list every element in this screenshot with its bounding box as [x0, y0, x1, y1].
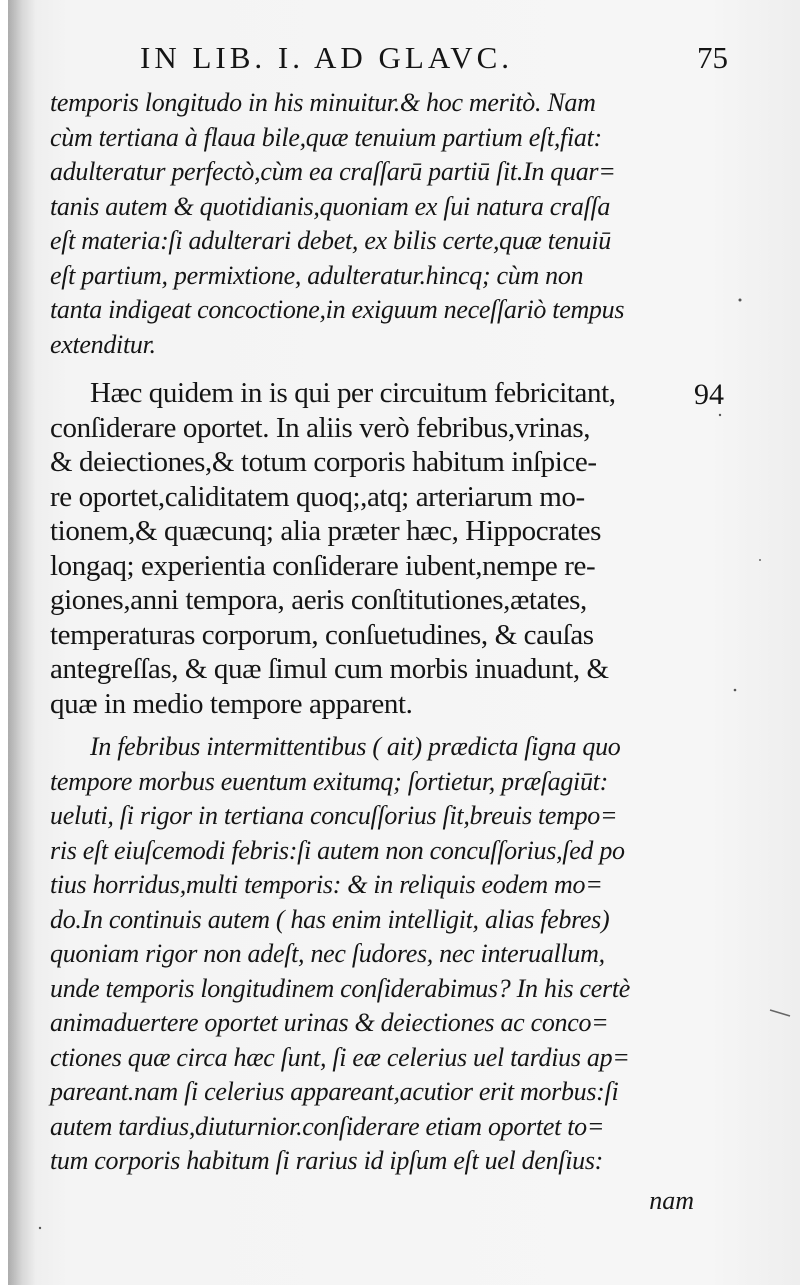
page-number: 75: [697, 40, 728, 75]
text-line: adulteratur perfectò,cùm ea craſſarū partiū ſit.In quar=: [50, 157, 616, 186]
text-line: ctiones quæ circa hæc ſunt, ſi eæ celerius uel tardius ap=: [50, 1042, 630, 1072]
text-line: conſiderare oportet. In aliis verò febribus,vrinas,: [50, 411, 591, 444]
text-line: pareant.nam ſi celerius appareant,acutior erit morbus:ſi: [50, 1077, 619, 1106]
text-line: giones,anni tempora, aeris conſtitutiones,ætates,: [50, 584, 587, 616]
text-line: cùm tertiana à flaua bile,quæ tenuium partium eſt,fiat:: [50, 122, 602, 152]
text-line: unde temporis longitudinem conſiderabimus? In his certè: [50, 973, 630, 1003]
text-line: ris eſt eiuſcemodi febris:ſi autem non concuſſorius,ſed po: [50, 835, 625, 865]
paragraph-1: [50, 86, 710, 362]
text-line: eſt partium, permixtione, adulteratur.hincq; cùm non: [50, 260, 584, 290]
text-line: tionem,& quæcunq; alia præter hæc, Hippocrates: [50, 515, 601, 547]
text-line: temporis longitudo in his minuitur.& hoc meritò. Nam: [50, 88, 596, 117]
text-line: tius horridus,multi temporis: & in reliquis eodem mo=: [50, 870, 603, 899]
gutter-shadow: [8, 0, 36, 1285]
text-line: autem tardius,diuturnior.conſiderare etiam oportet to=: [50, 1111, 605, 1141]
text-line: longaq; experientia conſiderare iubent,nempe re-: [50, 549, 596, 582]
running-title: IN LIB. I. AD GLAVC.: [140, 40, 514, 75]
text-line: tempore morbus euentum exitumq; ſortietur, præſagiūt:: [50, 766, 608, 796]
text-line: tanta indigeat concoctione,in exiguum neceſſariò tempus: [50, 295, 625, 324]
text-line: & deiectiones,& totum corporis habitum inſpice-: [50, 446, 597, 478]
margin-note-number: 94: [694, 378, 724, 411]
running-header: [140, 40, 728, 88]
text-line: In febribus intermittentibus ( ait) prædicta ſigna quo: [90, 732, 621, 761]
text-line: antegreſſas, & quæ ſimul cum morbis inuadunt, &: [50, 653, 609, 685]
text-line: temperaturas corporum, conſuetudines, & cauſas: [50, 618, 594, 651]
text-line: extenditur.: [50, 329, 156, 359]
catchword: nam: [649, 1186, 694, 1215]
text-line: animaduertere oportet urinas & deiectiones ac conco=: [50, 1008, 609, 1037]
text-line: eſt materia:ſi adulterari debet, ex bilis certe,quæ tenuiū: [50, 226, 611, 255]
text-line: do.In continuis autem ( has enim intelligit, alias febres): [50, 904, 610, 934]
text-line: tanis autem & quotidianis,quoniam ex ſui natura craſſa: [50, 191, 611, 221]
text-line: quoniam rigor non adeſt, nec ſudores, nec interuallum,: [50, 939, 605, 968]
text-line: ueluti, ſi rigor in tertiana concuſſorius ſit,breuis tempo=: [50, 801, 618, 830]
paragraph-2: [50, 376, 710, 721]
text-line: tum corporis habitum ſi rarius id ipſum eſt uel denſius:: [50, 1146, 604, 1175]
paragraph-3: [50, 730, 710, 1179]
text-line: quæ in medio tempore apparent.: [50, 687, 413, 720]
text-line: Hæc quidem in is qui per circuitum febricitant,: [90, 377, 616, 409]
text-line: re oportet,caliditatem quoq;,atq; arteriarum mo-: [50, 480, 585, 513]
